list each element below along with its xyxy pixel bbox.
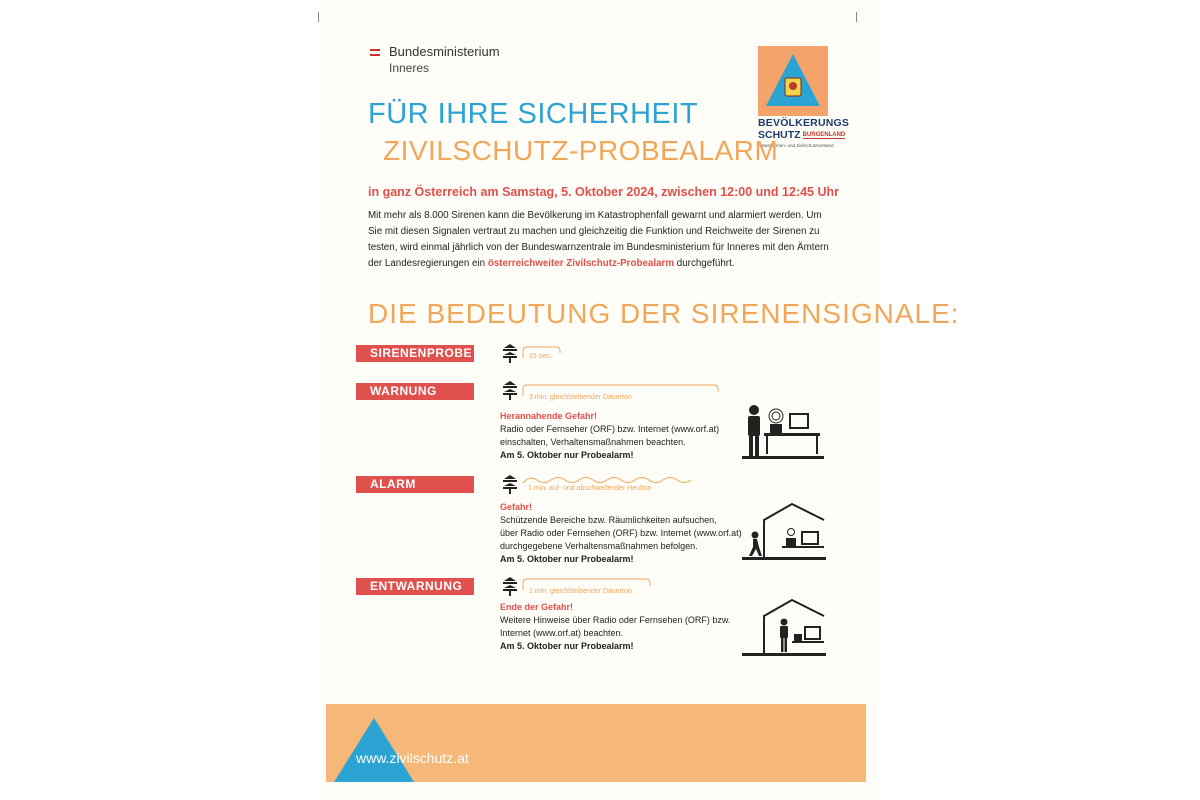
label-sirenenprobe: SIRENENPROBE — [356, 345, 474, 362]
page-title: FÜR IHRE SICHERHEIT — [368, 98, 699, 130]
signal-duration: 1 min. auf- und abschwellender Heulton — [528, 485, 652, 492]
date-line: in ganz Österreich am Samstag, 5. Oktober 2024, zwischen 12:00 und 12:45 Uhr — [368, 185, 840, 199]
warnung-description: Herannahende Gefahr! Radio oder Fernseher (ORF) bzw. Internet (www.orf.at) einschalten, Verhaltensmaßnahmen beachten. Am 5. Oktober nur Probealarm! — [500, 411, 720, 460]
probe-note: Am 5. Oktober nur Probealarm! — [500, 641, 634, 651]
ministry-name: Bundesministerium — [389, 44, 500, 59]
corner-mark — [856, 12, 857, 22]
corner-mark — [318, 12, 319, 22]
ministry-subname: Inneres — [389, 61, 430, 75]
label-warnung: WARNUNG — [356, 383, 474, 400]
civil-protection-logo — [758, 46, 828, 116]
logo-region: BURGENLAND — [802, 132, 846, 138]
siren-icon — [502, 380, 518, 400]
siren-icon — [502, 474, 518, 494]
house-all-clear-illustration — [742, 598, 826, 656]
civil-protection-triangle-icon — [758, 46, 828, 116]
footer-url: www.zivilschutz.at — [356, 750, 469, 766]
entwarnung-description: Ende der Gefahr! Weitere Hinweise über Radio oder Fernsehen (ORF) bzw. Internet (www.orf.at) beachten. Am 5. Oktober nur Probealarm! — [500, 602, 731, 651]
probe-note: Am 5. Oktober nur Probealarm! — [500, 450, 634, 460]
signal-duration: 15 sec. — [529, 353, 552, 360]
intro-paragraph: Mit mehr als 8.000 Sirenen kann die Bevölkerung im Katastrophenfall gewarnt und alarmiert werden. Um Sie mit diesen Signalen vertraut zu machen und gleichzeitig die Funktion und Reichweite der Sirenen zu testen, wird einmal jährlich von der Bundeswarnzentrale im Bundesministerium für Inneres mit den Ämtern der Landesregierungen ein österreichweiter Zivilschutz-Probealarm durchgeführt. — [368, 210, 829, 269]
house-shelter-illustration — [742, 502, 826, 560]
alarm-description: Gefahr! Schützende Bereiche bzw. Räumlichkeiten aufsuchen, über Radio oder Fernsehen (ORF) bzw. Internet (www.orf.at) durchgegebene Verhaltensmaßnahmen befolgen. Am 5. Oktober nur Probealarm! — [500, 502, 742, 564]
footer-banner — [326, 704, 866, 782]
page-subtitle: ZIVILSCHUTZ-PROBEALARM — [383, 135, 779, 166]
alarm-title: Gefahr! — [500, 502, 533, 512]
label-entwarnung: ENTWARNUNG — [356, 578, 474, 595]
footer-triangle-icon — [326, 704, 866, 782]
intro-highlight: österreichweiter Zivilschutz-Probealarm — [487, 258, 675, 269]
label-alarm: ALARM — [356, 476, 474, 493]
austria-flag-icon — [370, 49, 380, 56]
warnung-title: Herannahende Gefahr! — [500, 411, 598, 421]
logo-text-line1: BEVÖLKERUNGS — [758, 117, 850, 129]
siren-icon — [502, 343, 518, 363]
logo-text-line2: SCHUTZ $^{BURGENLAND}$ — [758, 129, 846, 141]
person-radio-illustration — [742, 404, 824, 460]
logo-text-line3: Katastrophen- und Zivilschutzverband — [758, 143, 834, 148]
probe-note: Am 5. Oktober nur Probealarm! — [500, 554, 634, 564]
signal-duration: 1 min. gleichbleibender Dauerton — [529, 588, 632, 595]
entwarnung-title: Ende der Gefahr! — [500, 602, 574, 612]
section-title: DIE BEDEUTUNG DER SIRENENSIGNALE: — [368, 298, 960, 329]
siren-icon — [502, 576, 518, 596]
signal-duration: 3 min. gleichbleibender Dauerton — [529, 394, 632, 401]
